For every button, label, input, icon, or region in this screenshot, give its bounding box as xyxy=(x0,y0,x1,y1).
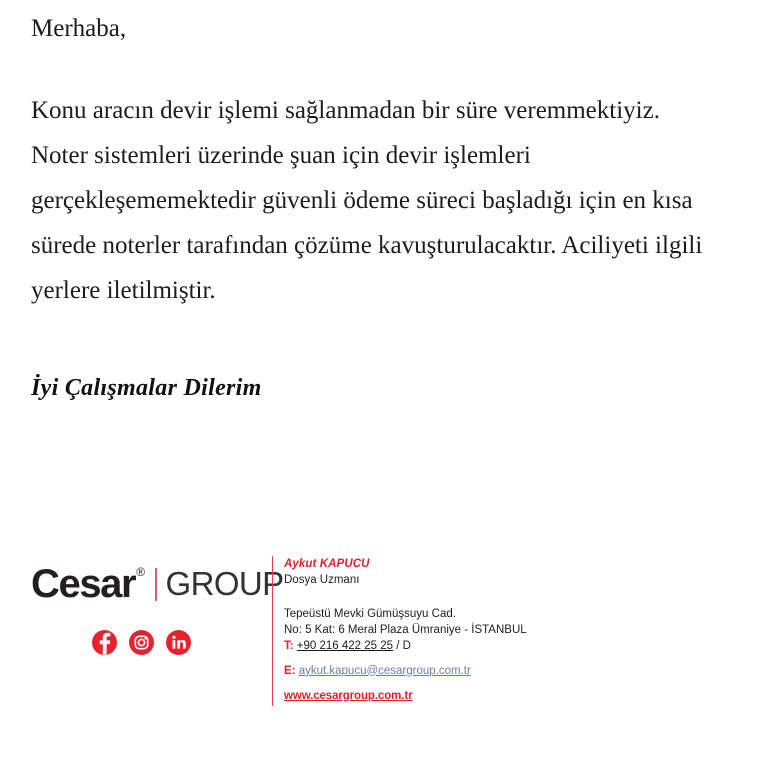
contact-person-name: Aykut KAPUCU xyxy=(284,558,370,570)
phone-extension: / D xyxy=(396,640,411,652)
logo-secondary-text: GROUP xyxy=(165,565,284,602)
cesar-group-logo xyxy=(31,562,284,606)
email-address-link[interactable]: aykut.kapucu@cesargroup.com.tr xyxy=(298,664,471,677)
contact-person-title: Dosya Uzmanı xyxy=(284,574,360,586)
linkedin-icon[interactable] xyxy=(166,630,191,655)
address-line-2: No: 5 Kat: 6 Meral Plaza Ümraniye - İSTANBUL xyxy=(284,623,527,636)
phone-row xyxy=(284,639,737,655)
email-signature xyxy=(31,556,737,706)
email-row xyxy=(284,664,737,680)
logo-primary-text: Cesar xyxy=(31,562,136,606)
website-row xyxy=(284,689,737,705)
social-links xyxy=(92,630,272,655)
email-label: E: xyxy=(284,664,296,677)
signature-contact-column xyxy=(272,556,737,706)
phone-number-link[interactable]: +90 216 422 25 25 xyxy=(296,640,394,652)
website-link[interactable]: www.cesargroup.com.tr xyxy=(284,690,413,702)
contact-address xyxy=(284,607,737,638)
email-closing: İyi Çalışmalar Dilerim xyxy=(31,375,262,401)
signature-brand-column xyxy=(31,556,284,655)
facebook-icon[interactable] xyxy=(92,630,117,655)
email-paragraph: Konu aracın devir işlemi sağlanmadan bir süre veremmektiyiz. Noter sistemleri üzerinde şuan için devir işlemleri gerçekleşememektedir güvenli ödeme süreci başladığı için en kısa sürede noterler tarafından çözüme kavuşturulacaktır. Aciliyeti ilgili yerlere iletilmiştir. xyxy=(31,97,703,304)
instagram-icon[interactable] xyxy=(129,630,154,655)
email-greeting: Merhaba, xyxy=(31,15,127,42)
phone-label: T: xyxy=(284,640,294,652)
logo-divider xyxy=(155,568,157,601)
email-body xyxy=(31,14,731,402)
address-line-1: Tepeüstü Mevki Gümüşsuyu Cad. xyxy=(284,608,456,620)
registered-trademark-icon: ® xyxy=(136,565,146,579)
